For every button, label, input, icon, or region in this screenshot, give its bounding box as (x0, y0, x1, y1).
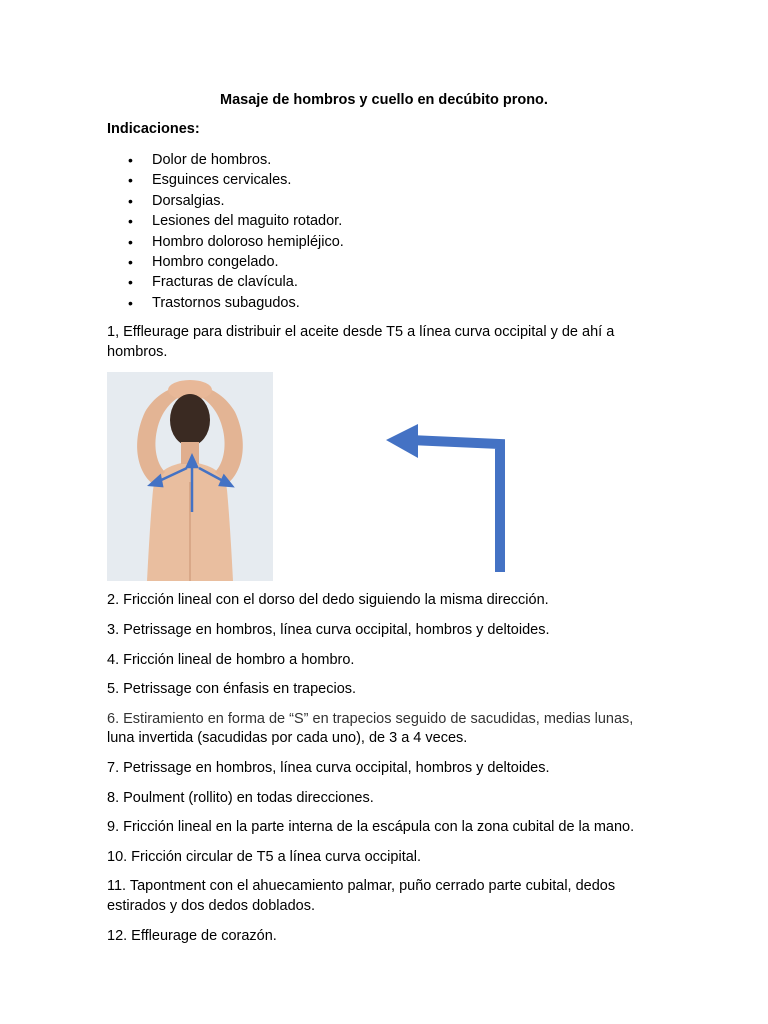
bullet-icon: • (128, 152, 133, 168)
bullet-icon: • (128, 294, 133, 311)
step-11-text: 11. Tapontment con el ahuecamiento palmar, puño cerrado parte cubital, dedos estirados y dos dedos doblados. (107, 878, 616, 914)
bullet-icon: • (128, 172, 133, 189)
step-9-text: 9. Fricción lineal en la parte interna de la escápula con la zona cubital de la mano. (107, 819, 635, 835)
step-5-text: 5. Petrissage con énfasis en trapecios. (107, 681, 357, 697)
direction-arrow-icon (380, 418, 510, 574)
step-3-text: 3. Petrissage en hombros, línea curva occipital, hombros y deltoides. (107, 622, 550, 638)
bullet-icon: • (128, 253, 133, 270)
step-1-text: 1, Effleurage para distribuir el aceite desde T5 a línea curva occipital y de ahí a hombros. (107, 324, 615, 360)
bullet-icon: • (128, 192, 133, 209)
step-4-text: 4. Fricción lineal de hombro a hombro. (107, 652, 355, 668)
back-massage-photo (107, 372, 273, 581)
bullet-icon: • (128, 274, 133, 291)
bullet-icon: • (128, 233, 133, 250)
step-10-text: 10. Fricción circular de T5 a línea curva occipital. (107, 849, 422, 865)
step-7-text: 7. Petrissage en hombros, línea curva occipital, hombros y deltoides. (107, 760, 550, 776)
step-12-text: 12. Effleurage de corazón. (107, 928, 277, 944)
bullet-icon: • (128, 213, 133, 230)
step-8-text: 8. Poulment (rollito) en todas direcciones. (107, 790, 374, 806)
document-title: Masaje de hombros y cuello en decúbito prono. (220, 92, 548, 108)
step-6-text-line-2: luna invertida (sacudidas por cada uno), de 3 a 4 veces. (107, 730, 468, 746)
step-2-text: 2. Fricción lineal con el dorso del dedo siguiendo la misma dirección. (107, 592, 549, 608)
indications-heading: Indicaciones: (107, 121, 200, 137)
step-6-text-line-1: 6. Estiramiento en forma de “S” en trapecios seguido de sacudidas, medias lunas, (107, 711, 634, 727)
